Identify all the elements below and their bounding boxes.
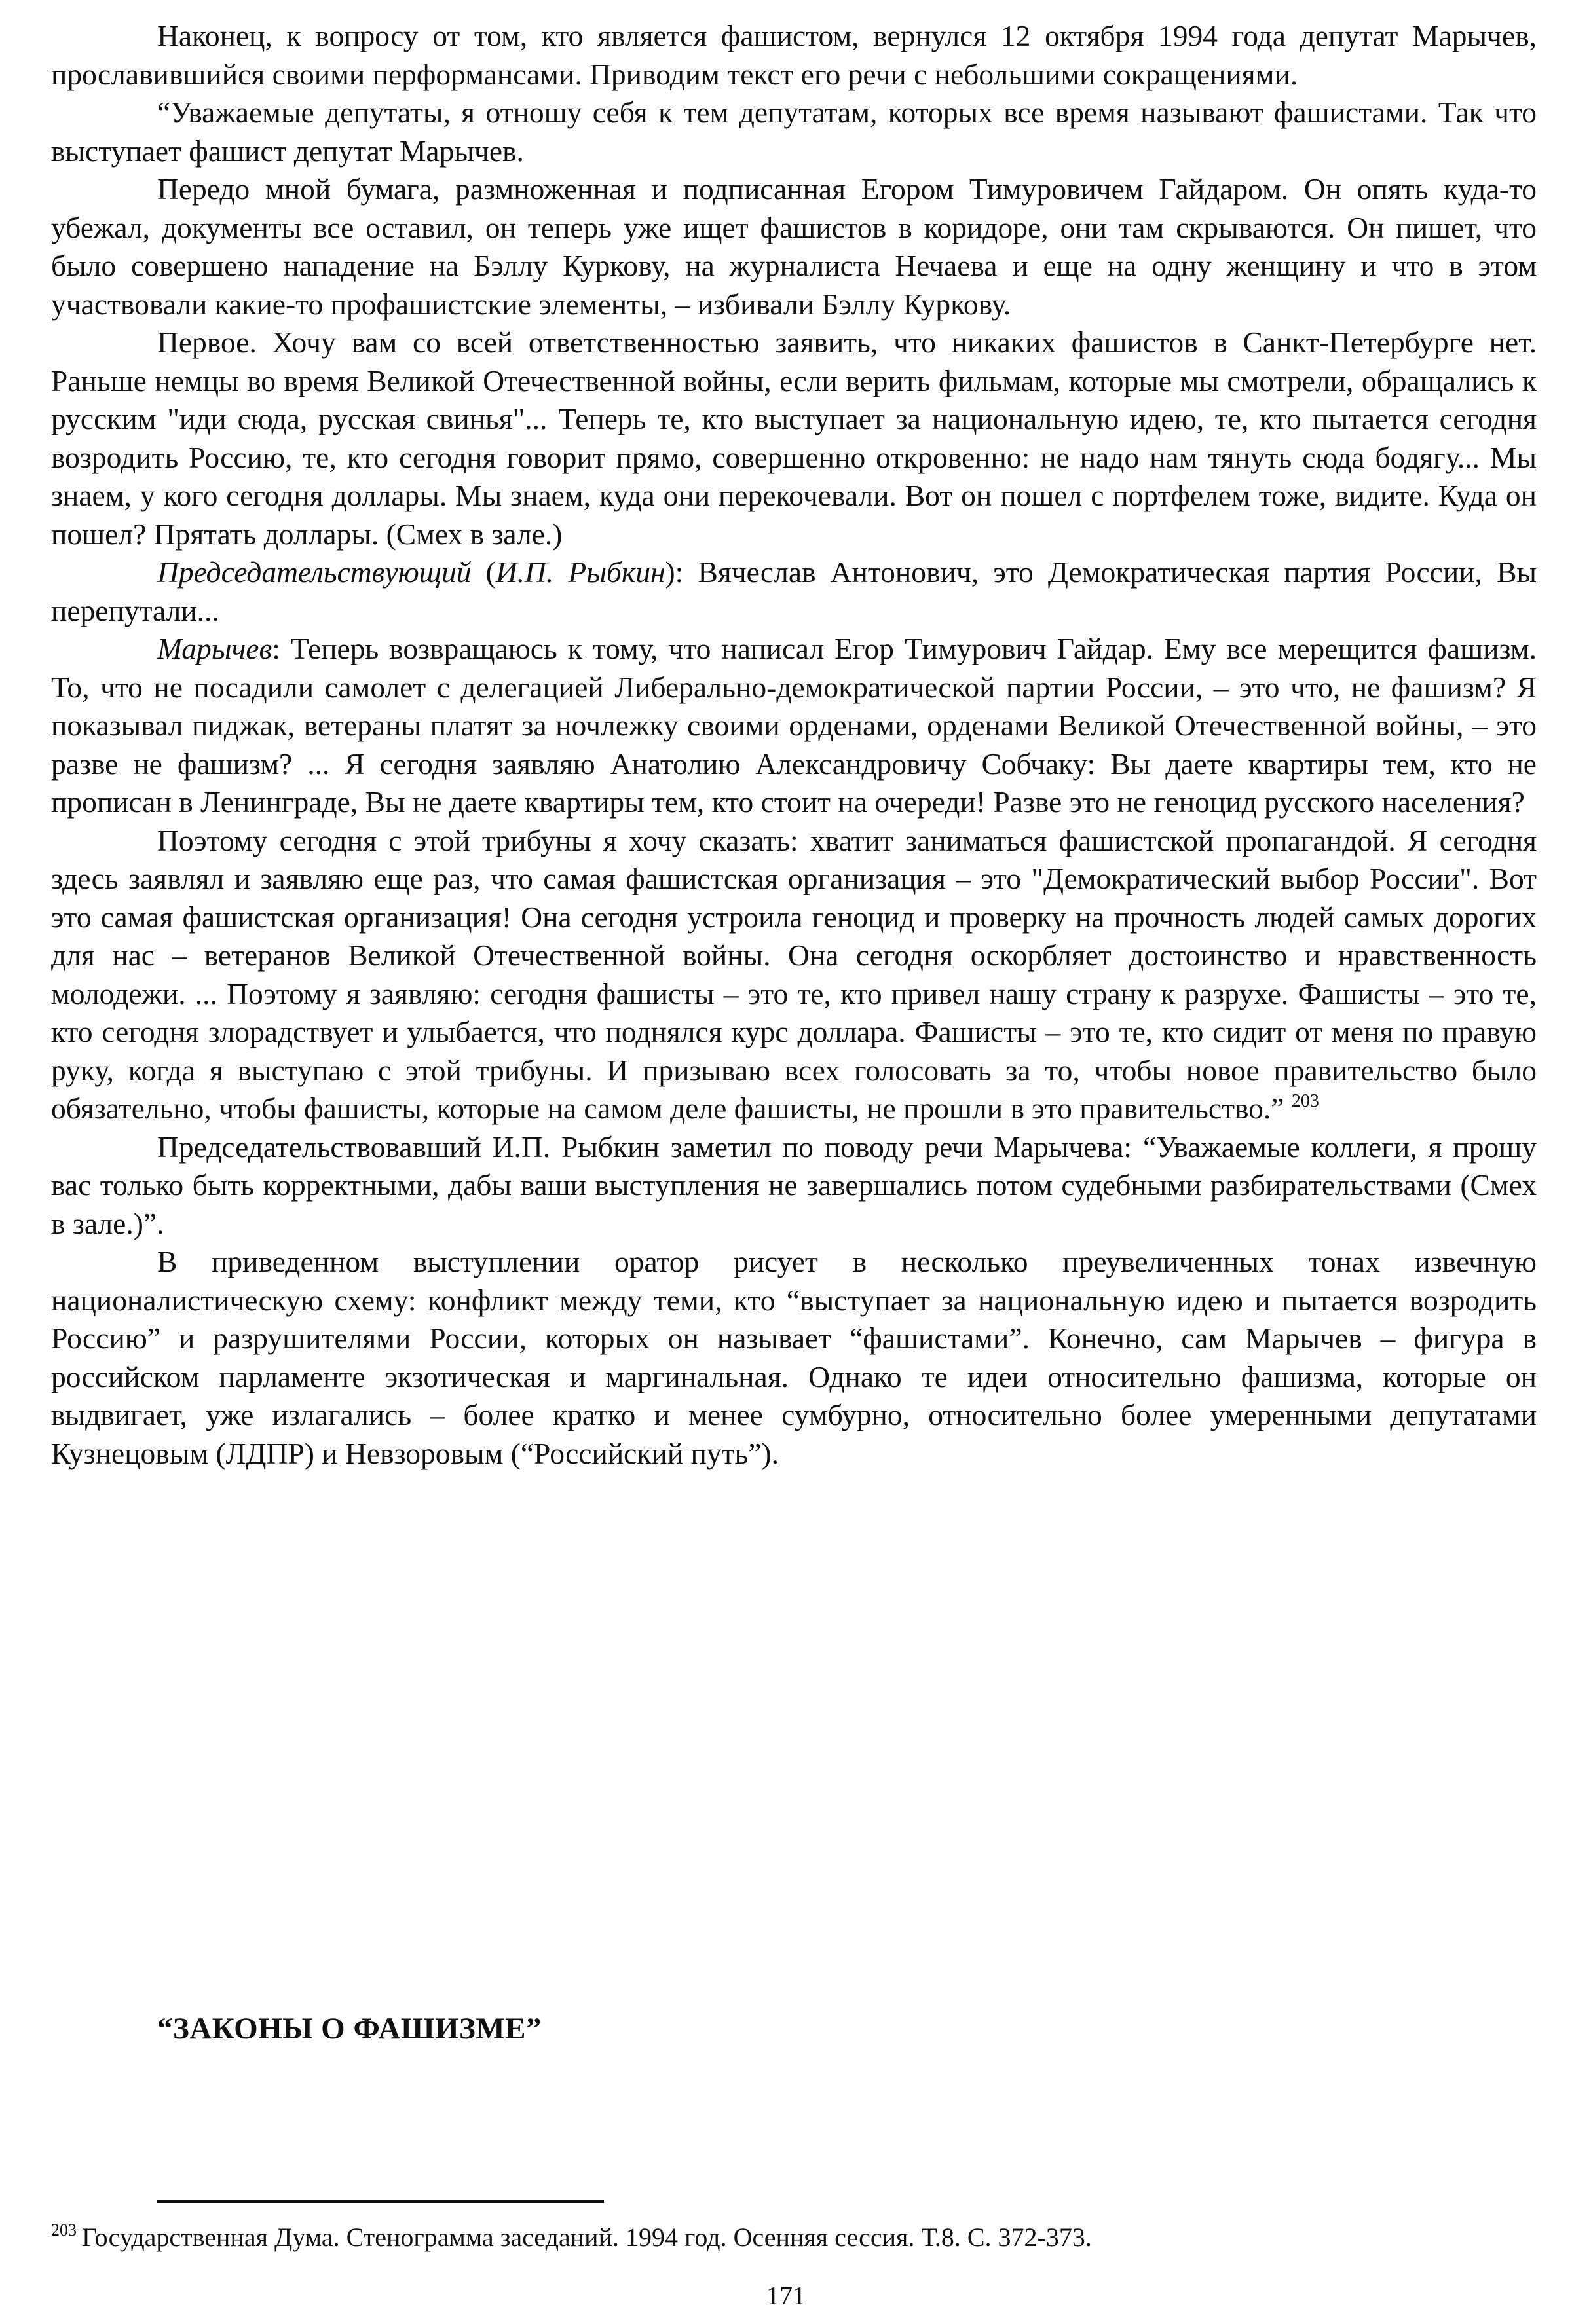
paragraph-first: Первое. Хочу вам со всей ответственностью заявить, что никаких фашистов в Санкт-Петербурге нет. Раньше немцы во время Великой Отечественной войны, если верить фильмам, которые мы смотрели, обращались к русским "иди сюда, русская свинья"... Теперь те, кто выступает за национальную идею, те, кто пытается сегодня возродить Россию, те, кто сегодня говорит прямо, совершенно откровенно: не надо нам тянуть сюда бодягу... Мы знаем, у кого сегодня доллары. Мы знаем, куда они перекочевали. Вот он пошел с портфелем тоже, видите. Куда он пошел? Прятать доллары. (Смех в зале.) — [51, 325, 1537, 551]
chairman-remark: ): Вячеслав Антонович, это Демократическая партия России, Вы перепутали... — [51, 555, 1537, 627]
paragraph-fascist-propaganda — [51, 822, 1537, 1128]
marychev-remark: : Теперь возвращаюсь к тому, что написал Егор Тимурович Гайдар. Ему все мерещится фашизм. То, что не посадили самолет с делегацией Либерально-демократической партии России, – это что, не фашизм? Я показывал пиджак, ветераны платят за ночлежку своими орденами, орденами Великой Отечественной войны, – это разве не фашизм? ... Я сегодня заявляю Анатолию Александровичу Собчаку: Вы даете квартиры тем, кто не прописан в Ленинграде, Вы не даете квартиры тем, кто стоит на очереди! Разве это не геноцид русского населения? — [51, 632, 1537, 819]
page-number: 171 — [766, 2281, 806, 2310]
footnote — [51, 2221, 1092, 2257]
paragraph-chairman — [51, 553, 1537, 630]
chairman-name: И.П. Рыбкин — [495, 555, 665, 589]
speaker-chairman: Председательствующий — [157, 555, 472, 589]
propaganda-text: Поэтому сегодня с этой трибуны я хочу сказать: хватит заниматься фашистской пропагандой. Я сегодня здесь заявлял и заявляю еще раз, что самая фашистская организация – это "Демократический выбор России". Вот это самая фашистская организация! Она сегодня устроила геноцид и проверку на прочность людей самых дорогих для нас – ветеранов Великой Отечественной войны. Она сегодня оскорбляет достоинство и нравственность молодежи. ... Поэтому я заявляю: сегодня фашисты – это те, кто привел нашу страну к разрухе. Фашисты – это те, кто сегодня злорадствует и улыбается, что поднялся курс доллара. Фашисты – это те, кто сидит от меня по правую руку, когда я выступаю с этой трибуны. И призываю всех голосовать за то, чтобы новое правительство было обязательно, чтобы фашисты, которые на самом деле фашисты, не прошли в это правительство.” — [51, 823, 1537, 1125]
body-text — [51, 17, 1537, 1473]
paragraph-rybkin-note: Председательствовавший И.П. Рыбкин заметил по поводу речи Марычева: “Уважаемые коллеги, я прошу вас только быть корректными, дабы ваши выступления не завершались потом судебными разбирательствами (Смех в зале.)”. — [51, 1130, 1537, 1240]
paragraph-analysis: В приведенном выступлении оратор рисует в несколько преувеличенных тонах извечную националистическую схему: конфликт между теми, кто “выступает за национальную идею и пытается возродить Россию” и разрушителями России, которых он называет “фашистами”. Конечно, сам Марычев – фигура в российском парламенте экзотическая и маргинальная. Однако те идеи относительно фашизма, которые он выдвигает, уже излагались – более кратко и менее сумбурно, относительно более умеренными депутатами Кузнецовым (ЛДПР) и Невзоровым (“Российский путь”). — [51, 1245, 1537, 1470]
footnote-reference: 203 — [1291, 1091, 1319, 1111]
footnote-divider — [157, 2200, 604, 2203]
paragraph-marychev — [51, 630, 1537, 822]
footnote-text: Государственная Дума. Стенограмма заседаний. 1994 год. Осенняя сессия. Т.8. С. 372-373. — [82, 2223, 1092, 2252]
paragraph-quote-start: “Уважаемые депутаты, я отношу себя к тем депутатам, которых все время называют фашистами. Так что выступает фашист депутат Марычев. — [51, 96, 1537, 168]
paragraph-intro: Наконец, к вопросу от том, кто является фашистом, вернулся 12 октября 1994 года депутат Марычев, прославившийся своими перформансами. Приводим текст его речи с небольшими сокращениями. — [51, 19, 1537, 91]
footnote-number: 203 — [51, 2221, 77, 2240]
speaker-marychev: Марычев — [157, 632, 272, 665]
section-heading: “ЗАКОНЫ О ФАШИЗМЕ” — [157, 2012, 542, 2046]
chairman-paren-open: ( — [471, 555, 496, 589]
paragraph-gaidar-paper: Передо мной бумага, размноженная и подписанная Егором Тимуровичем Гайдаром. Он опять куда-то убежал, документы все оставил, он теперь уже ищет фашистов в коридоре, они там скрываются. Он пишет, что было совершено нападение на Бэллу Куркову, на журналиста Нечаева и еще на одну женщину и что в этом участвовали какие-то профашистские элементы, – избивали Бэллу Куркову. — [51, 172, 1537, 321]
